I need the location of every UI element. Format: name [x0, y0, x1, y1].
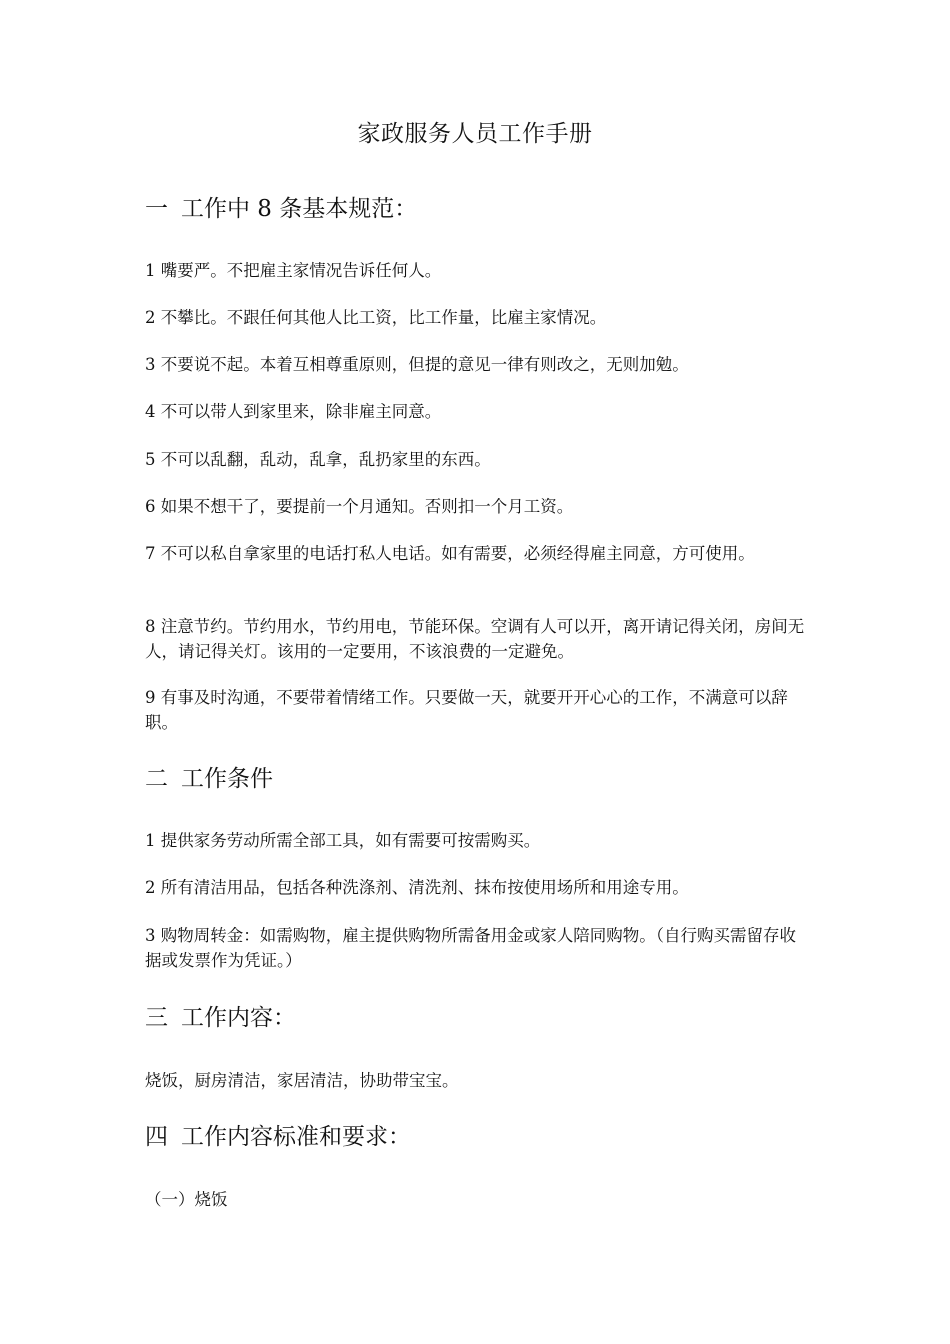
- section-heading-3: [145, 1002, 296, 1034]
- section-heading-1: [145, 193, 417, 225]
- section-title-4: 工作内容标准和要求：: [181, 1124, 411, 1150]
- section-title-2: 工作条件: [181, 766, 273, 792]
- section-title-3: 工作内容：: [181, 1005, 296, 1031]
- document-title: 家政服务人员工作手册: [357, 121, 593, 147]
- subsection-cooking: （一）烧饭: [145, 1190, 228, 1209]
- section-number-4: 四: [145, 1124, 168, 1150]
- section-number-1: 一: [145, 196, 168, 222]
- section-1-item-5: 5 不可以乱翻，乱动，乱拿，乱扔家里的东西。: [145, 450, 491, 469]
- section-1-item-1: 1 嘴要严。不把雇主家情况告诉任何人。: [145, 261, 442, 280]
- section-2-item-3: 3 购物周转金：如需购物，雇主提供购物所需备用金或家人陪同购物。（自行购买需留存收据或发票作为凭证。）: [145, 926, 796, 970]
- section-3-item-1: 烧饭，厨房清洁，家居清洁，协助带宝宝。: [145, 1071, 459, 1090]
- section-heading-2: [145, 763, 273, 795]
- section-1-item-2: 2 不攀比。不跟任何其他人比工资，比工作量，比雇主家情况。: [145, 308, 607, 327]
- section-1-item-7: 7 不可以私自拿家里的电话打私人电话。如有需要，必须经得雇主同意，方可使用。: [145, 544, 755, 563]
- section-1-item-8: 8 注意节约。节约用水，节约用电，节能环保。空调有人可以开，离开请记得关闭，房间无人，请记得关灯。该用的一定要用，不该浪费的一定避免。: [145, 617, 805, 661]
- section-number-3: 三: [145, 1005, 168, 1031]
- section-1-item-6: 6 如果不想干了，要提前一个月通知。否则扣一个月工资。: [145, 497, 574, 516]
- section-2-item-1: 1 提供家务劳动所需全部工具，如有需要可按需购买。: [145, 831, 541, 850]
- section-number-2: 二: [145, 766, 168, 792]
- section-heading-4: [145, 1121, 411, 1153]
- section-1-item-4: 4 不可以带人到家里来，除非雇主同意。: [145, 402, 442, 421]
- section-1-item-9: 9 有事及时沟通，不要带着情绪工作。只要做一天，就要开开心心的工作，不满意可以辞职。: [145, 688, 788, 732]
- section-2-item-2: 2 所有清洁用品，包括各种洗涤剂、清洗剂、抹布按使用场所和用途专用。: [145, 878, 689, 897]
- section-title-1: 工作中 8 条基本规范：: [181, 196, 418, 222]
- section-1-item-3: 3 不要说不起。本着互相尊重原则，但提的意见一律有则改之，无则加勉。: [145, 355, 689, 374]
